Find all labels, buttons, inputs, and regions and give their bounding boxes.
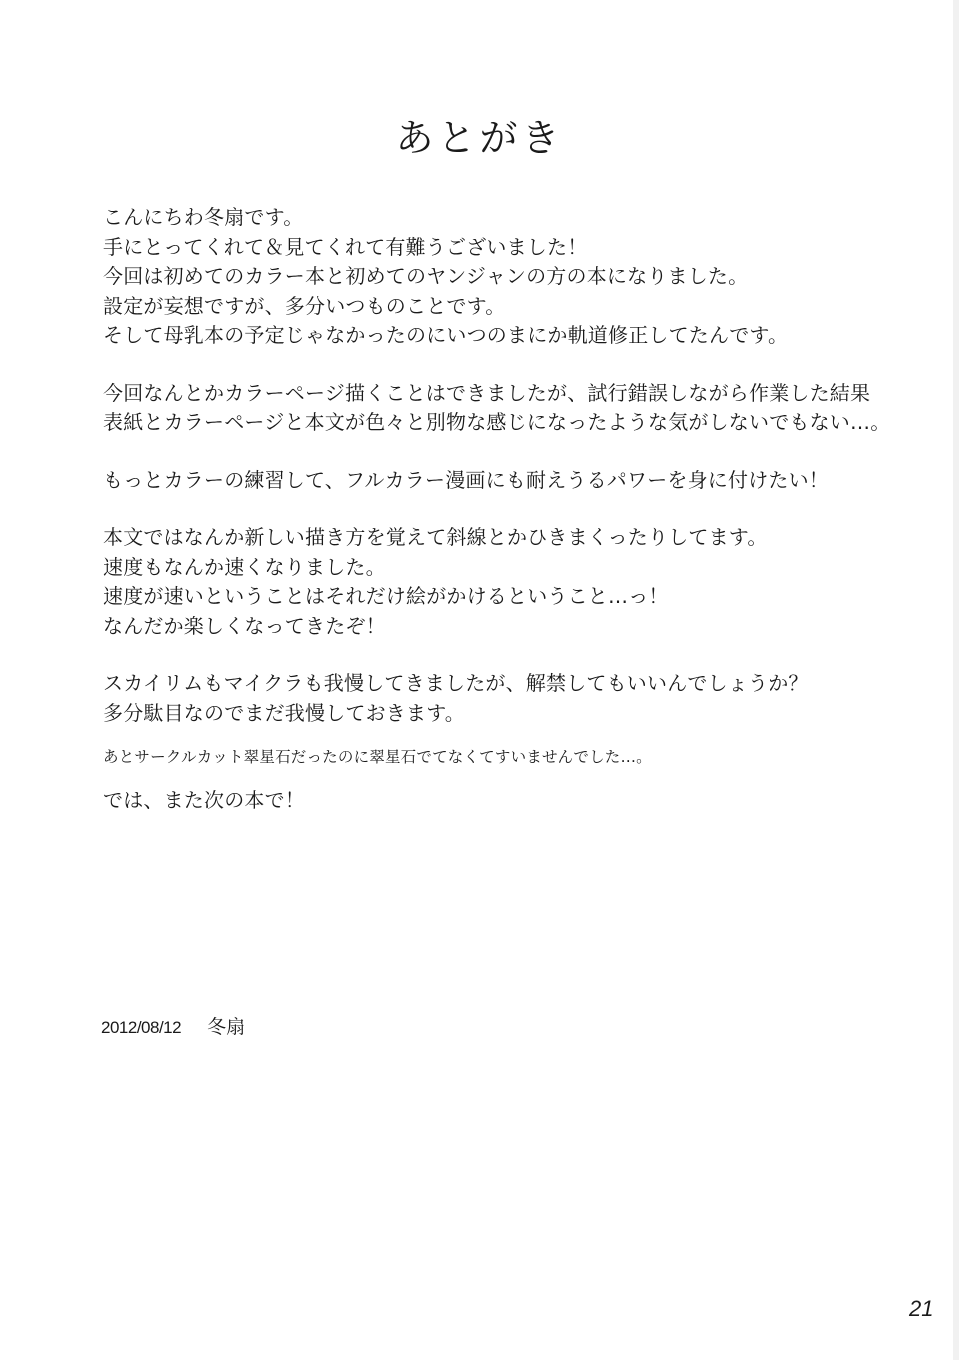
paragraph-gap [103,769,923,786]
text-line: こんにちわ冬扇です。 [103,205,304,229]
closing-line: では、また次の本で！ [103,788,305,812]
page-title: あとがき [395,116,564,160]
text-line: 手にとってくれて＆見てくれて有難うございました！ [103,234,588,259]
paragraph-gap [103,728,923,745]
afterword-body [103,203,923,816]
signature [101,1013,245,1042]
text-line: 今回なんとかカラーページ描くことはできましたが、試行錯誤しながら作業した結果 [103,380,871,405]
text-line: 本文ではなんか新しい描き方を覚えて斜線とかひきまくったりしてます。 [103,525,768,549]
paragraph-gap [103,641,923,669]
text-line: なんだか楽しくなってきたぞ！ [103,613,386,638]
text-line: 今回は初めてのカラー本と初めてのヤンジャンの方の本になりました。 [103,264,749,288]
paragraph-gap [103,495,923,523]
text-line: そして母乳本の予定じゃなかったのにいつのまにか軌道修正してたんです。 [103,323,789,347]
signature-date: 2012/08/12 [101,1018,182,1037]
page-number: 21 [909,1296,934,1321]
signature-author: 冬扇 [207,1016,246,1038]
text-line: 速度もなんか速くなりました。 [103,554,386,579]
small-note-line: あとサークルカット翠星石だったのに翠星石でてなくてすいませんでした…。 [103,748,652,766]
text-line: 多分駄目なのでまだ我慢しておきます。 [103,700,465,725]
text-line: 速度が速いということはそれだけ絵がかけるということ…っ！ [103,584,669,608]
paragraph-gap [103,351,923,379]
text-line: 表紙とカラーページと本文が色々と別物な感じになったような気がしないでもない…。 [103,410,891,434]
paragraph-gap [103,438,923,466]
page-edge [953,0,959,1360]
text-line: 設定が妄想ですが、多分いつものことです。 [103,293,506,318]
text-line: もっとカラーの練習して、フルカラー漫画にも耐えうるパワーを身に付けたい！ [103,467,829,492]
text-line: スカイリムもマイクラも我慢してきましたが、解禁してもいいんでしょうか？ [103,671,809,695]
